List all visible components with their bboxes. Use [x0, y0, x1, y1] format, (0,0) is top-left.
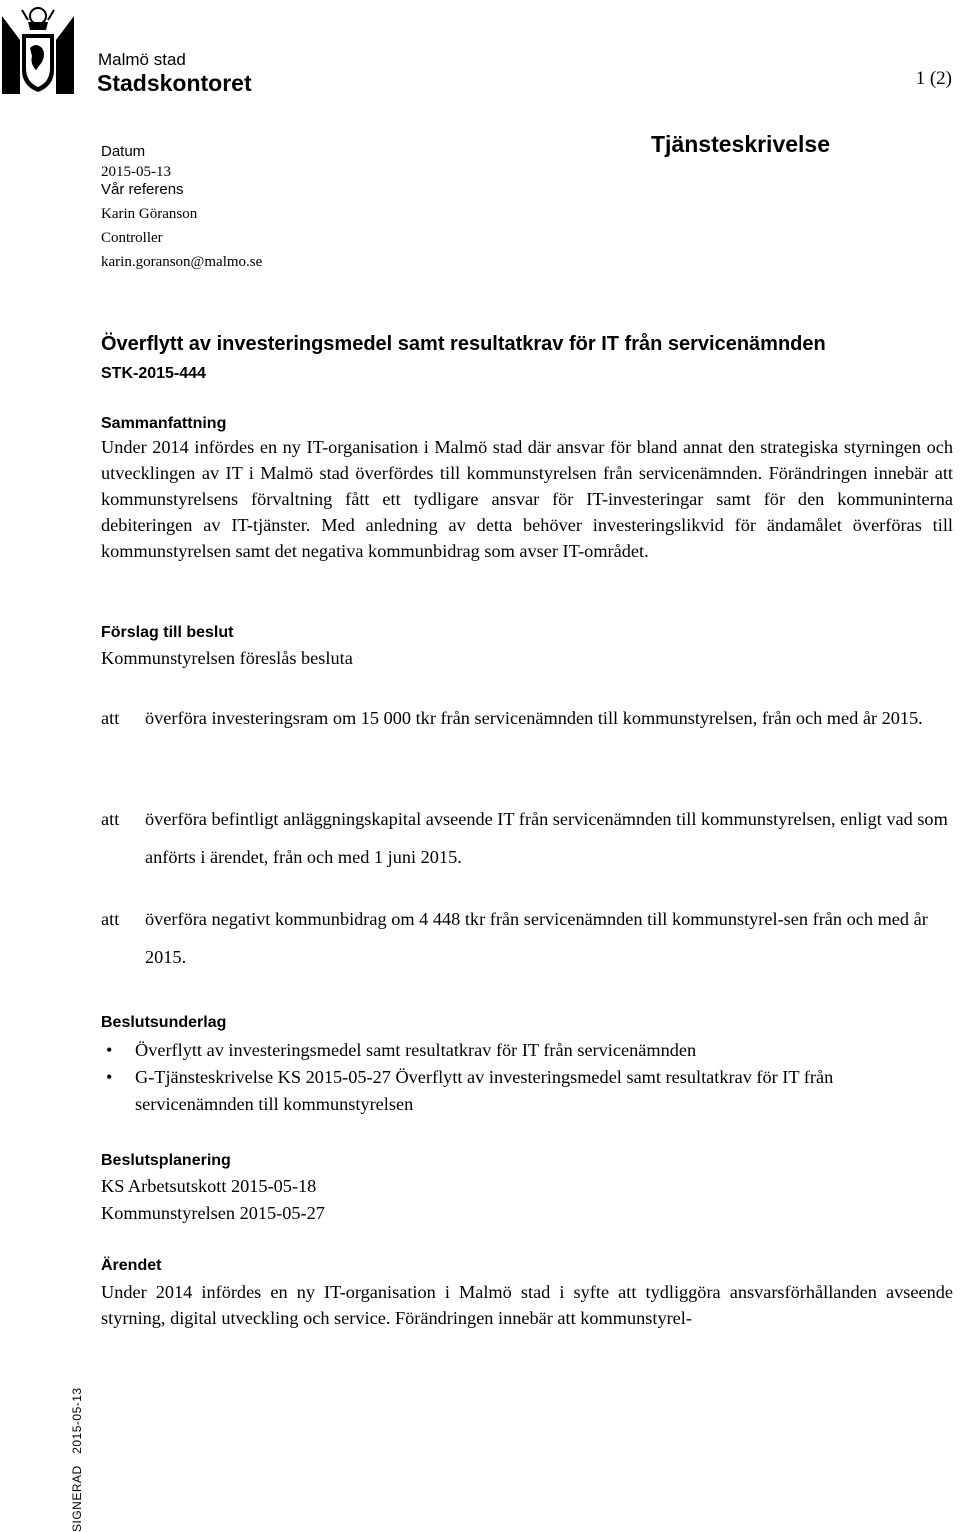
bullet-icon: • [106, 1067, 113, 1087]
malmo-coat-of-arms-icon [2, 0, 74, 94]
planning-heading: Beslutsplanering [101, 1152, 231, 1169]
summary-heading: Sammanfattning [101, 415, 227, 432]
date-value: 2015-05-13 [101, 164, 171, 180]
signed-label: SIGNERAD [70, 1465, 84, 1532]
page-number: 1 (2) [915, 68, 952, 89]
basis-list [101, 1037, 953, 1118]
reference-person: Karin Göranson [101, 206, 198, 222]
signed-date: 2015-05-13 [70, 1387, 84, 1454]
document-title: Överflytt av investeringsmedel samt resultatkrav för IT från servicenämnden [101, 333, 826, 355]
matter-text: Under 2014 infördes en ny IT-organisation i Malmö stad i syfte att tydliggöra ansvarsförhållanden avseende styrning, digital utveckling och service. Förändringen innebär att kommunstyrel- [101, 1282, 953, 1328]
proposal-item-text: överföra befintligt anläggningskapital avseende IT från servicenämnden till kommunstyrelsen, enligt vad som anförts i ärendet, från och med 1 juni 2015. [145, 809, 948, 867]
proposal-heading: Förslag till beslut [101, 624, 234, 641]
reference-role: Controller [101, 230, 163, 246]
proposal-item-att: att [101, 809, 120, 829]
bullet-icon: • [106, 1040, 113, 1060]
basis-item-text: Överflytt av investeringsmedel samt resultatkrav för IT från servicenämnden [135, 1040, 697, 1060]
proposal-item [101, 900, 953, 976]
reference-label: Vår referens [101, 181, 184, 198]
proposal-intro: Kommunstyrelsen föreslås besluta [101, 648, 353, 668]
proposal-item-att: att [101, 909, 120, 929]
document-type: Tjänsteskrivelse [651, 131, 831, 157]
office-name: Stadskontoret [97, 70, 252, 96]
list-item [101, 1064, 953, 1118]
proposal-item [101, 800, 953, 876]
proposal-item-text: överföra investeringsram om 15 000 tkr från servicenämnden till kommunstyrelsen, från och med år 2015. [145, 708, 923, 728]
organization-name: Malmö stad [98, 50, 186, 69]
signed-stamp [70, 1387, 84, 1532]
matter-heading: Ärendet [101, 1257, 162, 1274]
planning-line: KS Arbetsutskott 2015-05-18 [101, 1176, 317, 1196]
proposal-item-att: att [101, 708, 120, 728]
list-item [101, 1037, 953, 1064]
summary-text: Under 2014 infördes en ny IT-organisation i Malmö stad där ansvar för bland annat den strategiska styrningen och utvecklingen av IT i Malmö stad överfördes till kommunstyrelsen från servicenämnden. Förändringen innebär att kommunstyrelsens förvaltning fått ett tydligare ansvar för IT-investeringar samt för den kommuninterna debiteringen av IT-tjänster. Med anledning av detta behöver investeringslikvid för ändamålet överföras till kommunstyrelsen samt det negativa kommunbidrag som avser IT-området. [101, 437, 953, 561]
basis-heading: Beslutsunderlag [101, 1014, 227, 1031]
proposal-item [101, 699, 953, 737]
document-meta [101, 140, 262, 274]
reference-email: karin.goranson@malmo.se [101, 254, 263, 270]
basis-item-text: G-Tjänsteskrivelse KS 2015-05-27 Överflytt av investeringsmedel samt resultatkrav för IT från servicenämnden till kommunstyrelsen [135, 1067, 834, 1114]
proposal-item-text: överföra negativt kommunbidrag om 4 448 tkr från servicenämnden till kommunstyrel-sen från och med år 2015. [145, 909, 928, 967]
case-number: STK-2015-444 [101, 365, 206, 382]
date-label: Datum [101, 143, 146, 160]
planning-line: Kommunstyrelsen 2015-05-27 [101, 1203, 325, 1223]
